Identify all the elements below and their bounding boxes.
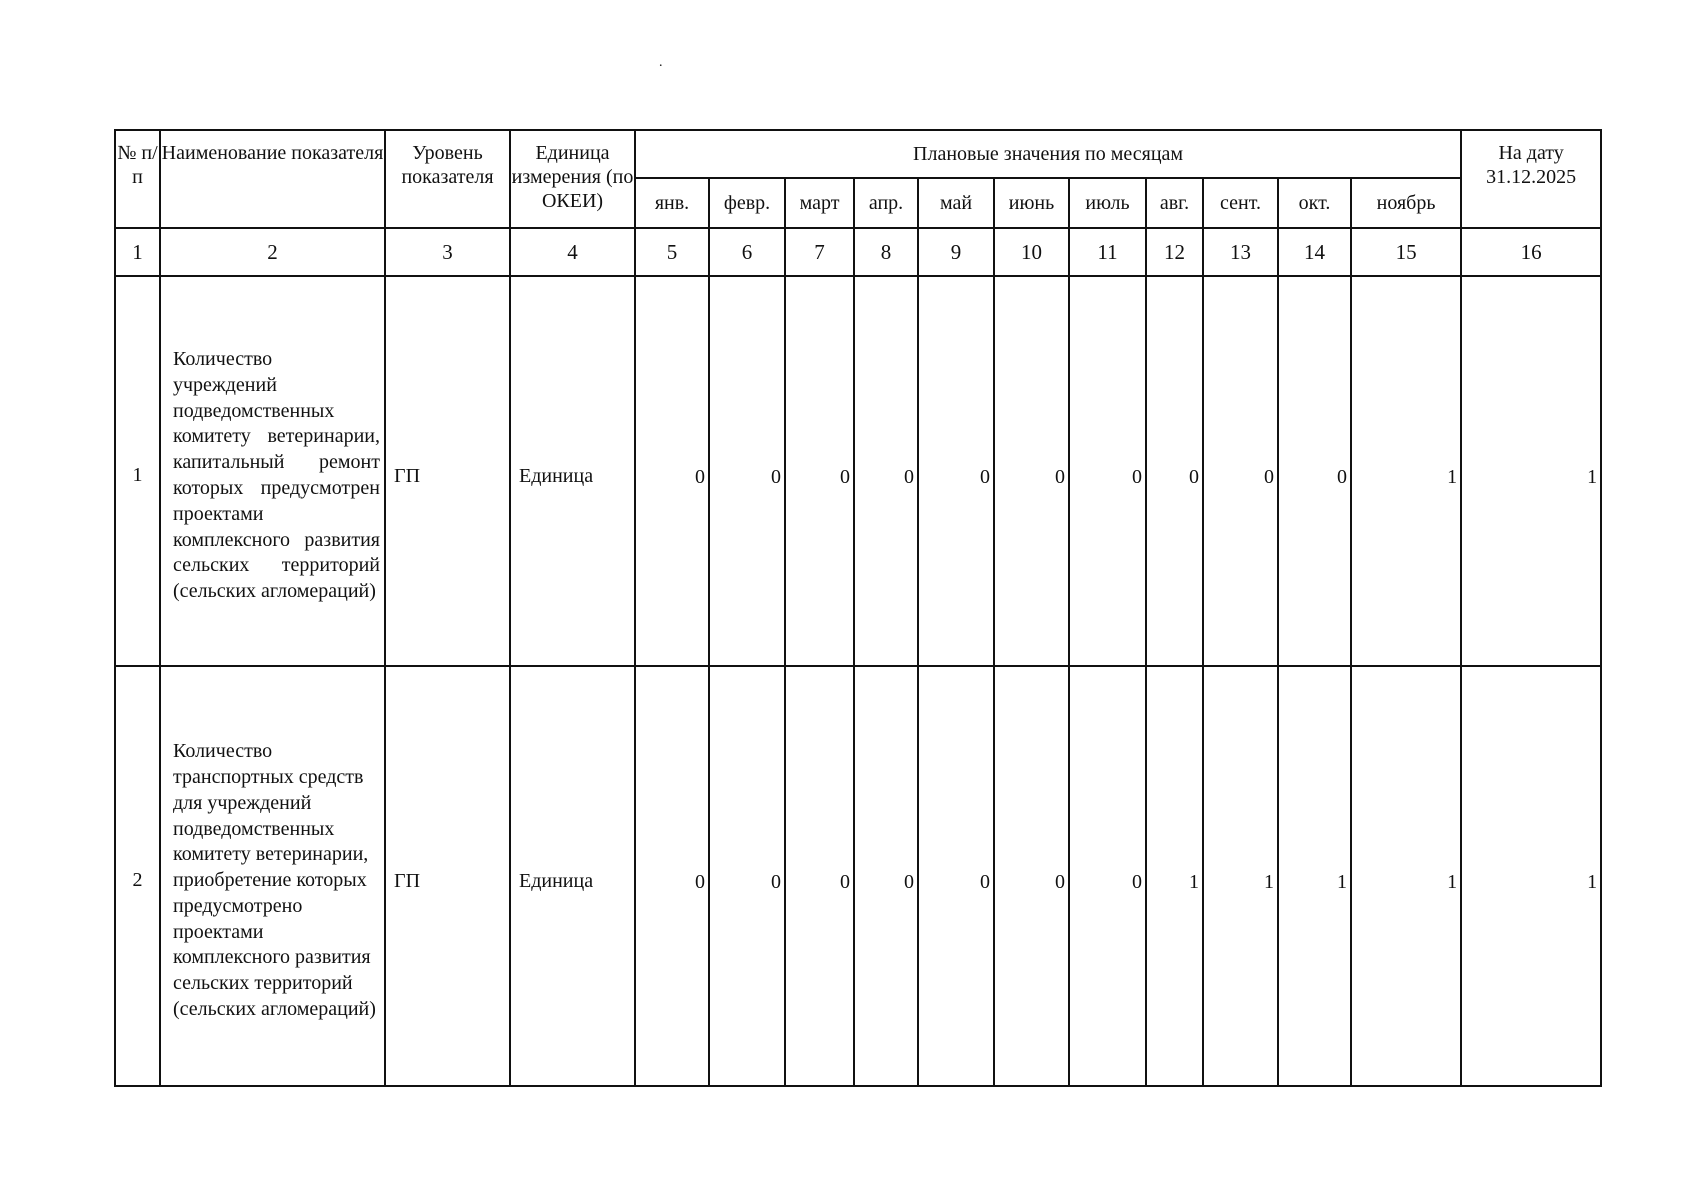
page-mark: . <box>659 55 663 70</box>
column-number: 5 <box>635 228 709 276</box>
month-header: ноябрь <box>1351 178 1461 228</box>
column-number: 16 <box>1461 228 1601 276</box>
month-value: 0 <box>785 276 854 666</box>
column-number-row <box>115 228 1601 276</box>
indicator-level: ГП <box>385 276 510 666</box>
indicator-unit: Единица <box>510 666 635 1086</box>
column-number: 8 <box>854 228 918 276</box>
month-value: 0 <box>994 276 1069 666</box>
month-header: сент. <box>1203 178 1278 228</box>
table-row <box>115 666 1601 1086</box>
month-value: 0 <box>1278 276 1351 666</box>
row-number: 1 <box>115 276 160 666</box>
column-number: 15 <box>1351 228 1461 276</box>
month-value: 1 <box>1278 666 1351 1086</box>
indicator-unit: Единица <box>510 276 635 666</box>
month-value: 0 <box>1146 276 1203 666</box>
month-value: 1 <box>1146 666 1203 1086</box>
plan-values-table <box>114 129 1602 1087</box>
month-value: 0 <box>918 276 994 666</box>
column-number: 4 <box>510 228 635 276</box>
header-unit: Единица измерения (по ОКЕИ) <box>510 130 635 228</box>
month-value: 0 <box>1203 276 1278 666</box>
month-header: июль <box>1069 178 1146 228</box>
header-row <box>115 130 1601 178</box>
column-number: 9 <box>918 228 994 276</box>
month-value: 0 <box>994 666 1069 1086</box>
month-value: 0 <box>709 666 785 1086</box>
header-no: № п/п <box>115 130 160 228</box>
column-number: 11 <box>1069 228 1146 276</box>
month-header: окт. <box>1278 178 1351 228</box>
column-number: 12 <box>1146 228 1203 276</box>
month-value: 0 <box>1069 276 1146 666</box>
month-header: февр. <box>709 178 785 228</box>
month-header: авг. <box>1146 178 1203 228</box>
month-value: 0 <box>918 666 994 1086</box>
month-value: 0 <box>635 666 709 1086</box>
column-number: 2 <box>160 228 385 276</box>
month-header: май <box>918 178 994 228</box>
month-value: 1 <box>1351 276 1461 666</box>
indicator-level: ГП <box>385 666 510 1086</box>
month-header: март <box>785 178 854 228</box>
header-name: Наименование показателя <box>160 130 385 228</box>
month-value: 1 <box>1351 666 1461 1086</box>
month-value: 0 <box>785 666 854 1086</box>
month-value: 0 <box>635 276 709 666</box>
month-header: янв. <box>635 178 709 228</box>
target-date-value: 1 <box>1461 276 1601 666</box>
column-number: 3 <box>385 228 510 276</box>
month-header: июнь <box>994 178 1069 228</box>
column-number: 7 <box>785 228 854 276</box>
row-number: 2 <box>115 666 160 1086</box>
header-plan-by-month: Плановые значения по месяцам <box>635 130 1461 178</box>
month-value: 1 <box>1203 666 1278 1086</box>
month-value: 0 <box>1069 666 1146 1086</box>
column-number: 14 <box>1278 228 1351 276</box>
indicator-name: Количество транспортных средств для учреждений подведомственных комитету ветеринарии, приобретение которых предусмотрено проектами комплексного развития сельских территорий (сельских агломераций) <box>160 666 385 1086</box>
header-level: Уровень показателя <box>385 130 510 228</box>
month-header: апр. <box>854 178 918 228</box>
column-number: 6 <box>709 228 785 276</box>
month-value: 0 <box>709 276 785 666</box>
column-number: 1 <box>115 228 160 276</box>
column-number: 10 <box>994 228 1069 276</box>
column-number: 13 <box>1203 228 1278 276</box>
target-date-value: 1 <box>1461 666 1601 1086</box>
month-value: 0 <box>854 666 918 1086</box>
table-row <box>115 276 1601 666</box>
month-value: 0 <box>854 276 918 666</box>
header-target-date: На дату 31.12.2025 <box>1461 130 1601 228</box>
indicator-name: Количество учреждений подведомственных комитету ветеринарии, капитальный ремонт которых предусмотрен проектами комплексного развития сельских территорий (сельских агломераций) <box>160 276 385 666</box>
